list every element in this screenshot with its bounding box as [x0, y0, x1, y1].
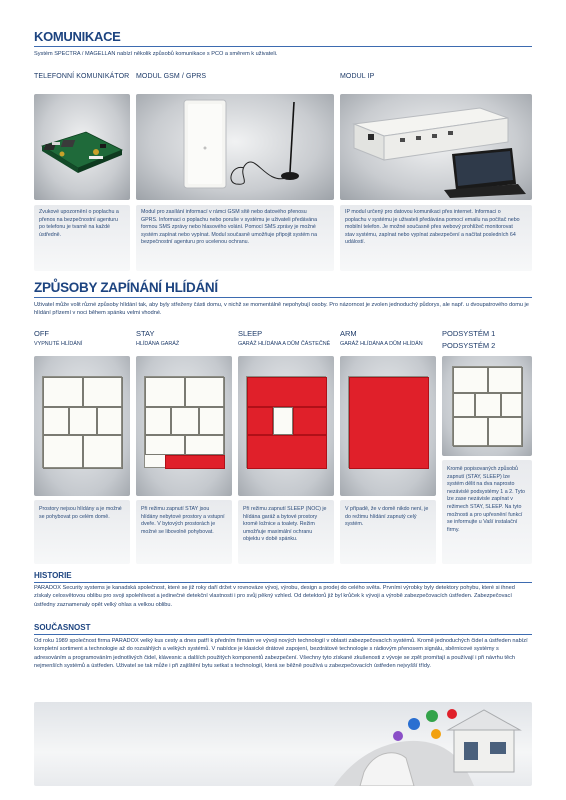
floorplan-stay: [136, 356, 232, 496]
arming-modes-intro: Uživatel může volit různé způsoby hlídání tak, aby byly střeženy části domu, v nichž se momentálně nepohybují osoby. Pro názornost je zvolen jednoduchý půdorys, ale např. u dvoupatrového domu je hlídání přízemí v noci během spánku velmi vhodné.: [34, 302, 529, 317]
floorplan-arm: [340, 356, 436, 496]
ip-description: IP modul určený pro datovou komunikaci přes internet. Informaci o poplachu v systému je uživateli předávána pomocí emailu na počítač nebo mobilní telefon. Je možné současně přes webový prohlížeč monitorovat stav systému, zapínat nebo vypínat zabezpečení a načítat posledních 64 událostí.: [345, 209, 520, 246]
gsm-module-photo: [136, 94, 334, 200]
mode-arm-title: ARM: [340, 329, 357, 338]
gsm-description: Modul pro zasílání informací v rámci GSM sítě nebo datového přenosu GPRS. Informaci o poplachu nebo poruše v systému je uživateli předávána formou SMS zprávy nebo hlasového volání. Pomocí SMS zprávy je možné systém zapínat nebo vypínat. Modul současně umožňuje připojit systém na bezpečnostní agenturu pro ucelenou ochranu.: [141, 209, 318, 246]
mode-sleep-subtitle: GARÁŽ HLÍDÁNA A DŮM ČÁSTEČNĚ: [238, 341, 331, 347]
mode-partition2-title: PODSYSTÉM 2: [442, 341, 496, 350]
mode-partition1-title: PODSYSTÉM 1: [442, 329, 496, 338]
mode-arm-subtitle: GARÁŽ HLÍDÁNA A DŮM HLÍDÁN: [340, 341, 423, 347]
ip-module-title: MODUL IP: [340, 73, 375, 80]
smart-home-banner: [34, 702, 532, 786]
mode-partitions-description: Kromě popisovaných způsobů zapnutí (STAY, SLEEP) lze systém dělit na dva naprosto nezávislé podsystémy 1 a 2. Tyto lze zase nezávisle zapínat v režimech STAY, SLEEP. Na tyto možnosti a pro upřesnění funkcí se informujte u Vaší instalační firmy.: [447, 466, 525, 533]
arming-modes-rule: [34, 297, 532, 298]
dialer-description: Zvukové upozornění o poplachu a přenos na bezpečnostní agenturu po telefonu je tvarně na každé ústředně.: [39, 209, 119, 238]
mode-sleep-description: Při režimu zapnutí SLEEP (NOC) je hlídána garáž a bytové prostory kromě ložnice a toalety. Režim umožňuje maximální ochranu objektu v době spánku.: [243, 506, 327, 543]
mode-off-description: Prostory nejsou hlídány a je možné se pohybovat po celém domě.: [39, 506, 122, 520]
mode-stay-title: STAY: [136, 329, 155, 338]
dialer-board-photo: [34, 94, 130, 200]
komunikace-heading: KOMUNIKACE: [34, 29, 121, 44]
floorplan-partitions: [442, 356, 532, 456]
ip-module-photo: [340, 94, 532, 200]
mode-off-title: OFF: [34, 329, 49, 338]
floorplan-sleep: [238, 356, 334, 496]
history-rule: [34, 582, 532, 583]
mode-stay-subtitle: HLÍDÁNA GARÁŽ: [136, 341, 180, 347]
gsm-module-title: MODUL GSM / GPRS: [136, 73, 207, 80]
arming-modes-heading: ZPŮSOBY ZAPÍNÁNÍ HLÍDÁNÍ: [34, 280, 218, 295]
mode-arm-description: V případě, že v domě nikdo není, je do režimu hlídání zapnutý celý systém.: [345, 506, 429, 528]
komunikace-rule: [34, 46, 532, 47]
history-heading: HISTORIE: [34, 571, 72, 580]
floorplan-off: [34, 356, 130, 496]
mode-sleep-title: SLEEP: [238, 329, 263, 338]
present-heading: SOUČASNOST: [34, 623, 91, 632]
history-text: PARADOX Security systems je kanadská společnost, které se již roky daří držet v rovnováze vývoj, výrobu, design a prodej do celého světa. Prvními výrobky byly detektory pohybu, které si ihned získaly celosvětovou oblibu pro svoji spolehlivost a jedinečné detekční vlastnosti i pro svůj pěkný vzhled. Od detektorů již byl krůček k vývoji a výrobě zabezpečovacích ústředen. Zabezpečovací ústředny zaznamenaly opět velký ohlas a velkou oblibu.: [34, 585, 515, 608]
present-rule: [34, 634, 532, 635]
telephone-dialer-title: TELEFONNÍ KOMUNIKÁTOR: [34, 73, 130, 80]
mode-off-subtitle: VYPNUTÉ HLÍDÁNÍ: [34, 341, 83, 347]
present-text: Od roku 1989 společnost firma PARADOX velký kus cesty a dnes patří k předním firmám ve vývoji nových technologií v oblasti zabezpečovacích systémů. Kromě jednoduchých čidel a ústředen nabízí kompletní sortiment a technologie až do rozsáhlých a velkých systémů. V nabídce je klasické drátové zapojení, bezdrátové technologie s rádiovým přenosem signálu, sběrnicové systémy s adresováním a programováním jednotlivých čidel, klávesnic a dalších použitých komponentů zabezpečení. Všechny tyto získané zkušenosti z vývoje se zpět promítají a používají i při návrhu těch nejmenších systémů a ústředen. Uživatel se tak může i při zajištění bytu setkat s technologií, která se běžně používá u zabezpečovacích ústředen nejvyšší třídy.: [34, 638, 528, 669]
komunikace-intro: Systém SPECTRA / MAGELLAN nabízí několik způsobů komunikace s PCO a směrem k uživateli.: [34, 51, 278, 57]
mode-stay-description: Při režimu zapnutí STAY jsou hlídány nebytové prostory a vstupní dveře. V bytových prostorách je možné se libovolně pohybovat.: [141, 506, 225, 535]
